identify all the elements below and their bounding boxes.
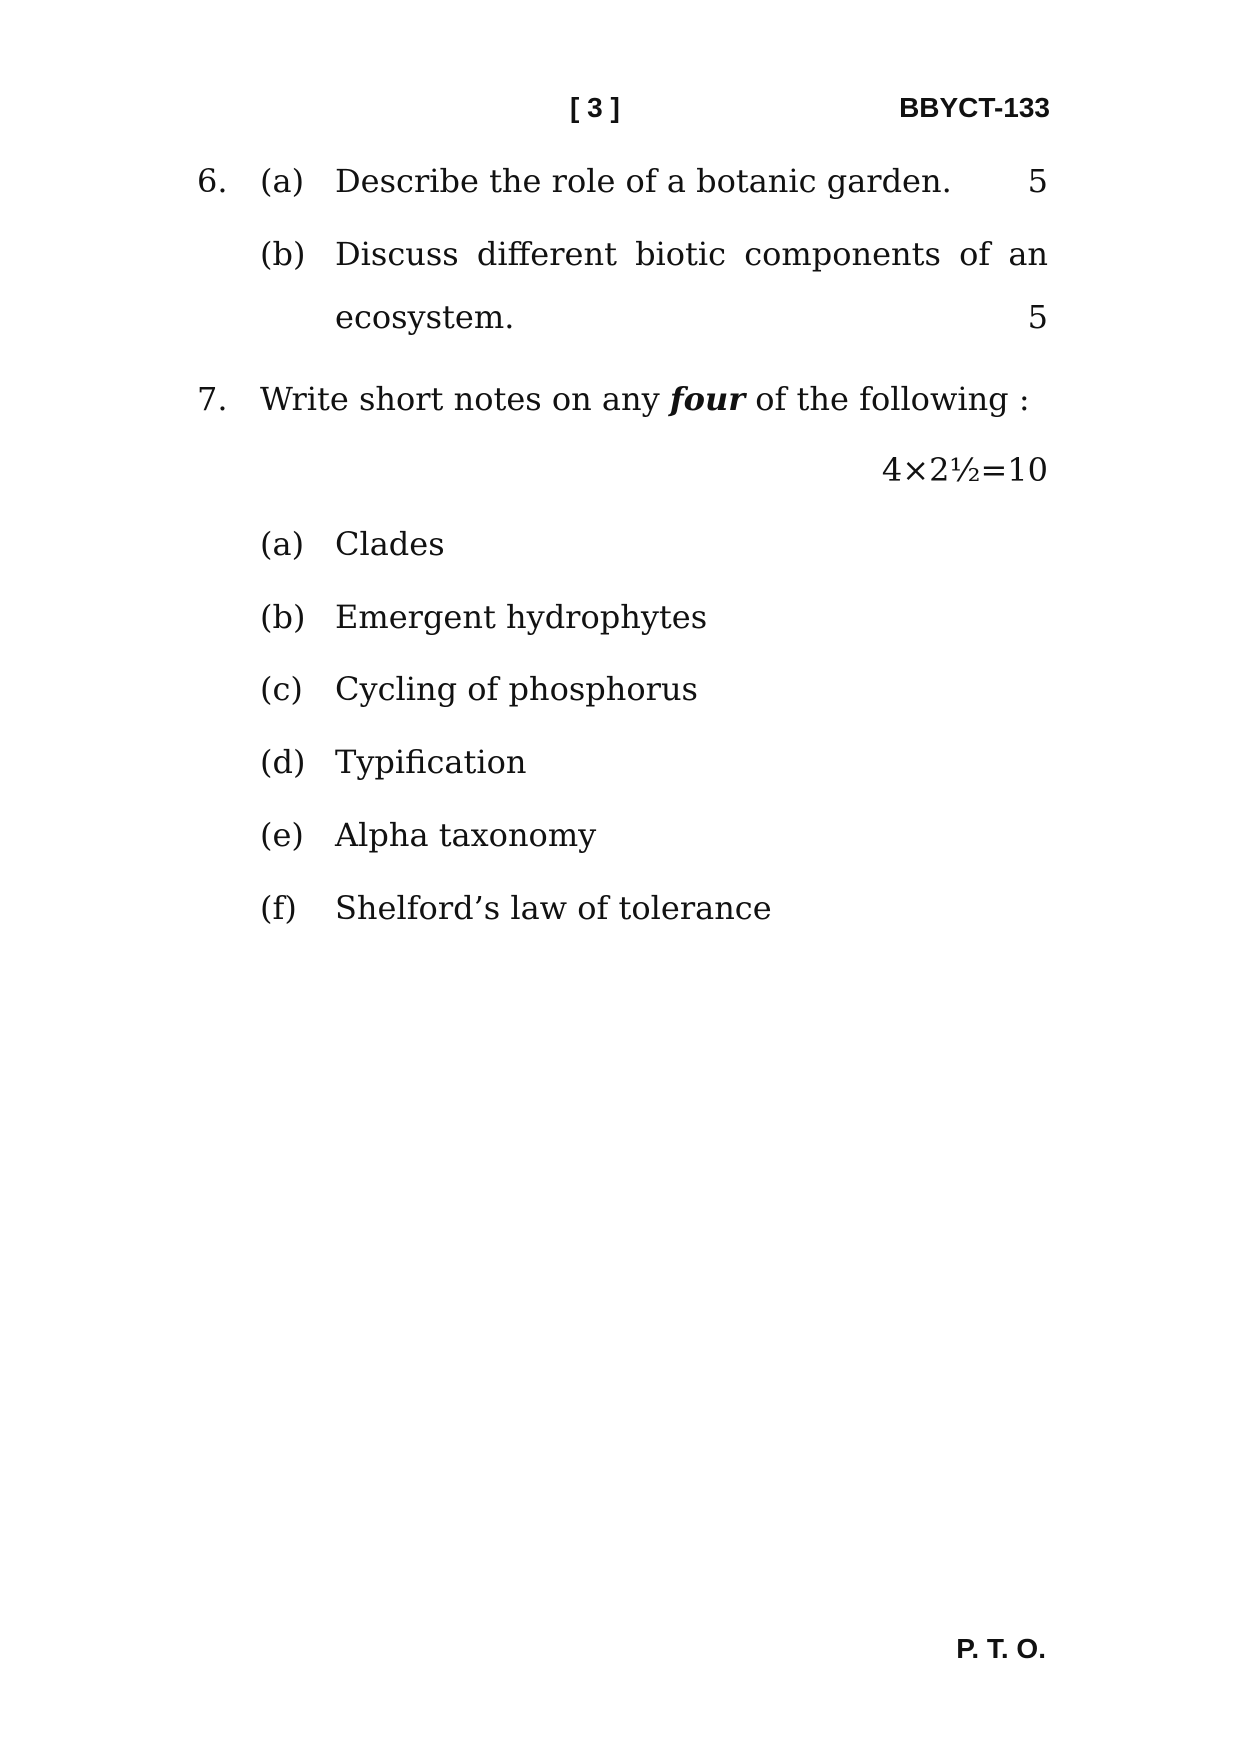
item-text: Clades <box>335 525 445 563</box>
question-number: 7. <box>197 380 228 418</box>
item-text: Emergent hydrophytes <box>335 598 708 636</box>
item-label: (f) <box>260 889 297 927</box>
question-text-end: of the following : <box>745 380 1030 418</box>
question-text <box>260 379 1030 419</box>
item-text: Typification <box>335 743 527 781</box>
sub-question-label: (b) <box>260 235 306 273</box>
sub-question-text-continued: ecosystem. <box>335 298 515 336</box>
item-text: Cycling of phosphorus <box>335 670 698 708</box>
item-label: (a) <box>260 525 305 563</box>
marks: 5 <box>1027 298 1048 336</box>
paper-code: BBYCT-133 <box>899 92 1050 123</box>
marks: 4×2½=10 <box>881 451 1048 489</box>
sub-question-text: Discuss different biotic components of an <box>335 235 1048 273</box>
item-label: (d) <box>260 743 306 781</box>
item-text: Alpha taxonomy <box>335 816 597 854</box>
item-label: (e) <box>260 816 304 854</box>
please-turn-over: P. T. O. <box>956 1633 1046 1664</box>
item-text: Shelford’s law of tolerance <box>335 889 772 927</box>
question-text-start: Write short notes on any <box>260 380 670 418</box>
page-number: [ 3 ] <box>570 92 620 123</box>
question-number: 6. <box>197 162 228 200</box>
item-label: (c) <box>260 670 303 708</box>
sub-question-label: (a) <box>260 162 305 200</box>
marks: 5 <box>1027 162 1048 200</box>
question-text-emphasis: four <box>669 380 746 418</box>
sub-question-text: Describe the role of a botanic garden. <box>335 162 952 200</box>
item-label: (b) <box>260 598 306 636</box>
